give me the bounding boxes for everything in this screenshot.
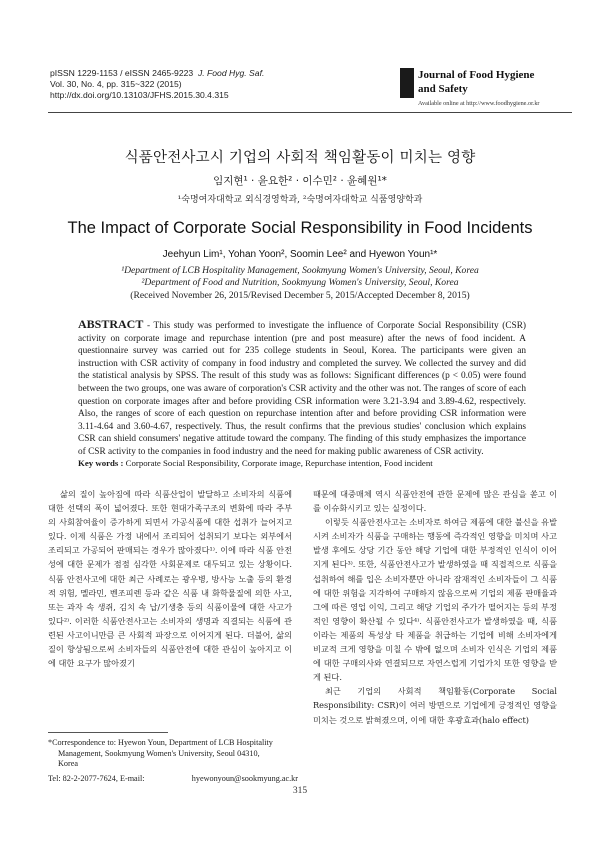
keywords: [78, 458, 538, 468]
journal-logo: [400, 68, 572, 108]
journal-name-line-2: and Safety: [418, 83, 468, 95]
affiliation-2: ²Department of Food and Nutrition, Sookmyung Women's University, Seoul, Korea: [141, 277, 459, 289]
body-paragraph: 삶의 질이 높아짐에 따라 식품산업이 발달하고 소비자의 식품에 대한 선택의 폭이 넓어졌다. 또한 현대가족구조의 변화에 따라 주부의 사회참여율이 증가하게 되면서 가공식품에 대한 섭취가 늘어지고 있다. 이제 식품은 가정 내에서 조리되어 섭취되기 보다는 외부에서 조리되고 가공되어 판매되는 경우가 많아졌다¹⁾. 이에 따라 식품 안전성에 대한 문제가 점점 심각한 사회문제로 대두되고 있는 상황이다. 식품 안전사고에 대한 최근 사례로는 광우병, 방사능 노출 등의 환경적 위험, 멜라민, 벤조피렌 등과 같은 식품 내 화학물질에 의한 사고, 또는 과자 속 생쥐, 김치 속 납/기생충 등의 식품이물에 대한 사고가 있다²⁾. 이러한 식품안전사고는 소비자의 생명과 직결되는 식품에 관련된 사고이니만큼 큰 사회적 파장으로 이어지게 된다. 더불어, 삶의 질이 향상됨으로써 소비자들의 식품안전에 대한 관심이 높아지고 이에 대한 요구가 많아졌기: [48, 489, 292, 669]
footnote-line-1: *Correspondence to: Hyewon Youn, Department of LCB Hospitality: [48, 738, 273, 747]
korean-affiliations: ¹숙명여자대학교 외식경영학과, ²숙명여자대학교 식품영양학과: [177, 195, 423, 205]
english-title: The Impact of Corporate Social Responsibility in Food Incidents: [67, 219, 533, 237]
issn-line: pISSN 1229-1153 / eISSN 2465-9223: [50, 68, 194, 78]
abstract-body: - This study was performed to investigate the influence of Corporate Social Responsibility (CSR) activity on corporate image and repurchase intention (pre and post measure) after the news of food incident. A questionnaire survey was carried out for 235 college students in Seoul, Korea. The participants were given an instruction with CSR activity of company in food industry and completed the survey. We collected the survey and did the statistical analysis by SPSS. The result of this study was as follows: Significant differences (p < 0.05) were found between the two groups, one was aware of corporation's CSR activity and the other was not. The ranges of score of each question on corporate images after and before providing CSR information were 3.21-3.94 and 3.89-4.62, respectively. Also, the ranges of score of each question on repurchase intention after and before providing CSR information were 3.11-4.64 and 3.60-4.67, respectively. Thus, the result confirms that the previous studies' conclusion which explains CSR can shield consumers' negative attitude toward the company. The finding of this study emphasizes the importance of CSR activity to the companies in food industry and the need for making public awareness of CSR activity.: [78, 321, 526, 457]
footnote-divider: [48, 732, 168, 733]
journal-name: [418, 68, 534, 96]
body-paragraph: 이렇듯 식품안전사고는 소비자로 하여금 제품에 대한 불신을 유발시켜 소비자가 식품을 구매하는 행동에 즉각적인 영향을 미치며 사고 발생 후에도 상당 기간 동안 해당 기업에 대한 부정적인 인식이 이어지게 된다³⁾. 또한, 식품안전사고가 발생하였을 때 직접적으로 식품을 섭취하여 해를 입은 소비자뿐만 아니라 잠재적인 소비자들이 그 식품에 대한 위험을 지각하여 구매하지 않음으로써 기업의 제품 판매율과 그에 따른 영업 이익, 그리고 해당 기업의 주가가 떨어지는 등의 부정적인 영향이 확산될 수 있다⁴⁾. 식품안전사고가 발생하였을 때, 식품이라는 제품의 특성상 타 제품을 취급하는 기업에 비해 소비자에게 비교적 크게 영향을 미칠 수 밖에 없으며 소비자 인식은 기업의 제품에 대한 구매의사와 연결되므로 자연스럽게 기업가치 또한 영향을 받게 된다.: [313, 517, 557, 683]
page-number: 315: [292, 786, 308, 796]
body-paragraph: 때문에 대중매체 역시 식품안전에 관한 문제에 많은 관심을 쏟고 이를 이슈화시키고 있는 실정이다.: [313, 489, 557, 514]
abstract-heading: ABSTRACT: [78, 317, 144, 331]
header-divider: [48, 112, 572, 113]
english-authors: Jeehyun Lim¹, Yohan Yoon², Soomin Lee² and Hyewon Youn¹*: [162, 249, 438, 260]
abstract: [78, 318, 526, 459]
journal-citation-header: [50, 68, 264, 101]
body-column-right: [313, 487, 557, 727]
footnote-line-3: Korea: [58, 759, 79, 769]
keywords-text: Corporate Social Responsibility, Corporate image, Repurchase intention, Food incident: [123, 458, 433, 468]
received-dates: (Received November 26, 2015/Revised December 5, 2015/Accepted December 8, 2015): [130, 290, 470, 301]
keywords-label: Key words :: [78, 458, 124, 468]
korean-authors: 임지현¹ · 윤요한² · 이수민² · 윤혜원¹*: [213, 175, 387, 187]
english-affiliations: [0, 265, 600, 290]
footnote-line-2: Management, Sookmyung Women's University, Seoul 04310,: [58, 748, 260, 758]
body-paragraph: 최근 기업의 사회적 책임활동(Corporate Social Responsibility: CSR)이 여러 방면으로 기업에게 긍정적인 영향을 미치는 것으로 밝혀졌으며, 이에 대한 후광효과(halo effect): [313, 686, 557, 725]
doi-link[interactable]: http://dx.doi.org/10.13103/JFHS.2015.30.4.315: [50, 90, 229, 100]
available-online-url[interactable]: Available online at http://www.foodhygiene.or.kr: [418, 100, 540, 107]
footnote-email[interactable]: hyewonyoun@sookmyung.ac.kr: [191, 773, 298, 783]
volume-line: Vol. 30, No. 4, pp. 315~322 (2015): [50, 79, 182, 89]
correspondence-footnote: [48, 738, 298, 784]
korean-title: 식품안전사고시 기업의 사회적 책임활동이 미치는 영향: [124, 150, 476, 166]
body-column-left: [48, 487, 292, 670]
footnote-tel: Tel: 82-2-2077-7624, E-mail:: [48, 773, 145, 783]
journal-abbrev: J. Food Hyg. Saf.: [197, 68, 265, 78]
journal-name-line-1: Journal of Food Hygiene: [418, 69, 535, 81]
journal-logo-bar: [400, 68, 414, 98]
affiliation-1: ¹Department of LCB Hospitality Management, Sookmyung Women's University, Seoul, Korea: [121, 265, 479, 276]
